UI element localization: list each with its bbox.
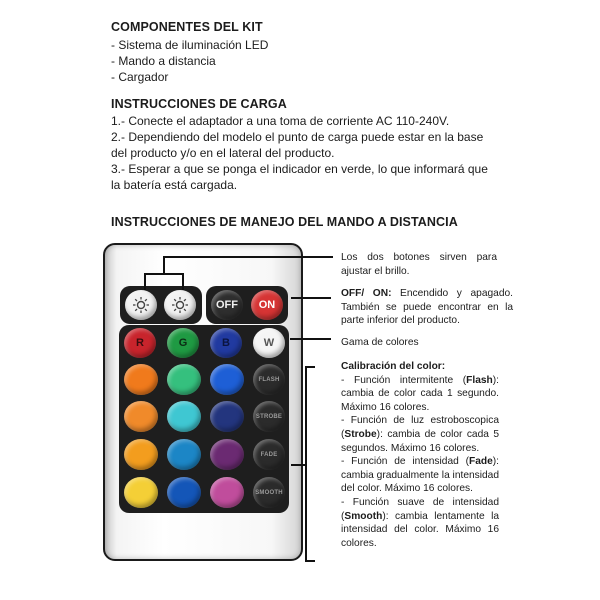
brightness-down-icon	[164, 290, 196, 320]
off-button: OFF	[211, 290, 243, 320]
color-button	[124, 364, 158, 395]
list-item: - Mando a distancia	[111, 54, 216, 68]
flash-button: FLASH	[253, 364, 285, 395]
fade-note: - Función de intensidad (Fade): cambia gradualmente la intensidad del color. Máximo 16 colores.	[341, 456, 500, 495]
power-note: OFF/ ON: Encendido y apagado. También se puede encontrar en la parte inferior del producto.	[341, 288, 513, 327]
charge-line: del producto y/o en el lateral del producto.	[111, 146, 335, 160]
red-button: R	[124, 328, 156, 358]
smooth-button: SMOOTH	[253, 477, 285, 508]
color-button	[210, 439, 244, 470]
color-button	[167, 439, 201, 470]
flash-note: - Función intermitente (Flash): cambia de color cada 1 segundo. Máximo 16 colores.	[341, 374, 499, 413]
white-button: W	[253, 328, 285, 358]
green-button: G	[167, 328, 199, 358]
color-button	[167, 477, 201, 508]
color-button	[124, 401, 158, 432]
color-button	[167, 364, 201, 395]
color-button	[210, 401, 244, 432]
strobe-button: STROBE	[253, 401, 285, 432]
kit-title: COMPONENTES DEL KIT	[111, 20, 263, 34]
charge-line: 3.- Esperar a que se ponga el indicador en verde, lo que informará que	[111, 162, 488, 176]
color-button	[124, 477, 158, 508]
list-item: - Sistema de iluminación LED	[111, 38, 269, 52]
blue-button: B	[210, 328, 242, 358]
color-button	[210, 364, 244, 395]
brightness-up-icon	[125, 290, 157, 320]
charge-instructions	[111, 113, 511, 193]
on-button: ON	[251, 290, 283, 320]
color-button	[210, 477, 244, 508]
calibration-note	[341, 360, 499, 550]
fade-button: FADE	[253, 439, 285, 470]
color-button	[124, 439, 158, 470]
charge-line: la batería está cargada.	[111, 178, 238, 192]
smooth-note: - Función suave de intensidad (Smooth): cambia lentamente la intensidad del color. Máximo 16 colores.	[341, 496, 499, 549]
brightness-note: Los dos botones sirven para ajustar el brillo.	[341, 252, 497, 277]
color-range-note: Gama de colores	[341, 337, 419, 348]
kit-list	[111, 37, 268, 85]
remote-section-title: INSTRUCCIONES DE MANEJO DEL MANDO A DISTANCIA	[111, 215, 458, 229]
charge-line: 1.- Conecte el adaptador a una toma de corriente AC 110-240V.	[111, 114, 450, 128]
color-button	[167, 401, 201, 432]
strobe-note: - Función de luz estroboscopica (Strobe): cambia de color cada 5 segundos. Máximo 16 colores.	[341, 415, 499, 454]
remote-control-image	[103, 243, 303, 561]
charge-line: 2.- Dependiendo del modelo el punto de carga puede estar en la base	[111, 130, 484, 144]
calibration-title: Calibración del color:	[341, 361, 446, 372]
charge-title: INSTRUCCIONES DE CARGA	[111, 97, 287, 111]
list-item: - Cargador	[111, 70, 169, 84]
